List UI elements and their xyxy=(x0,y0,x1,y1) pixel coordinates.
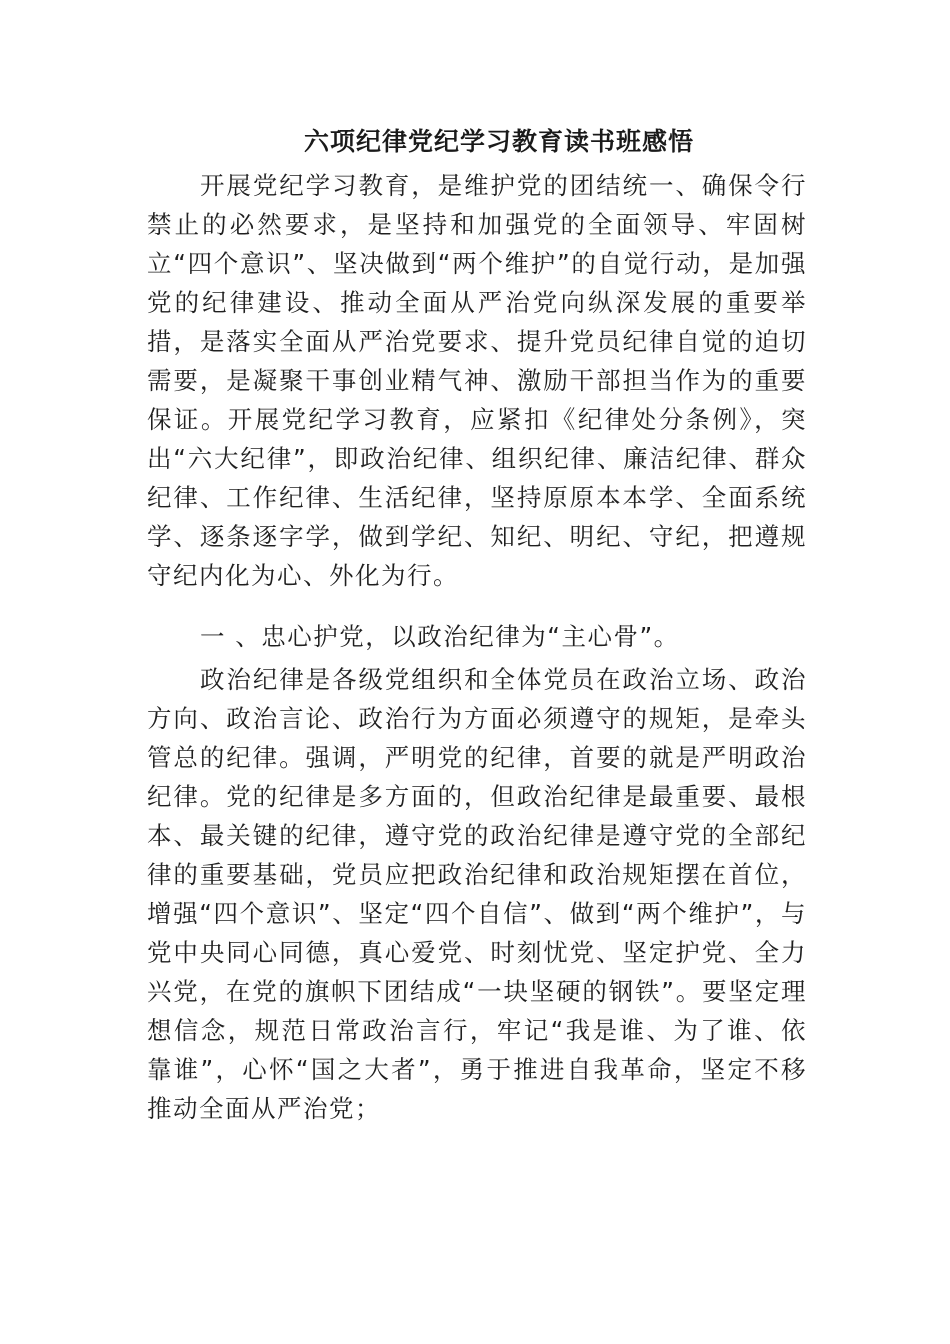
document-title: 六项纪律党纪学习教育读书班感悟 xyxy=(303,127,694,156)
paragraph-political-discipline: 政治纪律是各级党组织和全体党员在政治立场、政治方向、政治言论、政治行为方面必须遵守的规矩，是牵头管总的纪律。强调，严明党的纪律，首要的就是严明政治纪律。党的纪律是多方面的，但政治纪律是最重要、最根本、最关键的纪律，遵守党的政治纪律是遵守党的全部纪律的重要基础，党员应把政治纪律和政治规矩摆在首位，增强“四个意识”、坚定“四个自信”、做到“两个维护”，与党中央同心同德，真心爱党、时刻忧党、坚定护党、全力兴党，在党的旗帜下团结成“一块坚硬的钢铁”。要坚定理想信念，规范日常政治言行，牢记“我是谁、为了谁、依靠谁”，心怀“国之大者”，勇于推进自我革命，坚定不移推动全面从严治党； xyxy=(147,665,807,1123)
paragraph-intro: 开展党纪学习教育，是维护党的团结统一、确保令行禁止的必然要求，是坚持和加强党的全面领导、牢固树立“四个意识”、坚决做到“两个维护”的自觉行动，是加强党的纪律建设、推动全面从严治党向纵深发展的重要举措，是落实全面从严治党要求、提升党员纪律自觉的迫切需要，是凝聚干事创业精气神、激励干部担当作为的重要保证。开展党纪学习教育，应紧扣《纪律处分条例》，突出“六大纪律”，即政治纪律、组织纪律、廉洁纪律、群众纪律、工作纪律、生活纪律，坚持原原本本学、全面系统学、逐条逐字学，做到学纪、知纪、明纪、守纪，把遵规守纪内化为心、外化为行。 xyxy=(147,171,807,590)
section-heading-political: 一 、忠心护党，以政治纪律为“主心骨”。 xyxy=(200,622,680,651)
